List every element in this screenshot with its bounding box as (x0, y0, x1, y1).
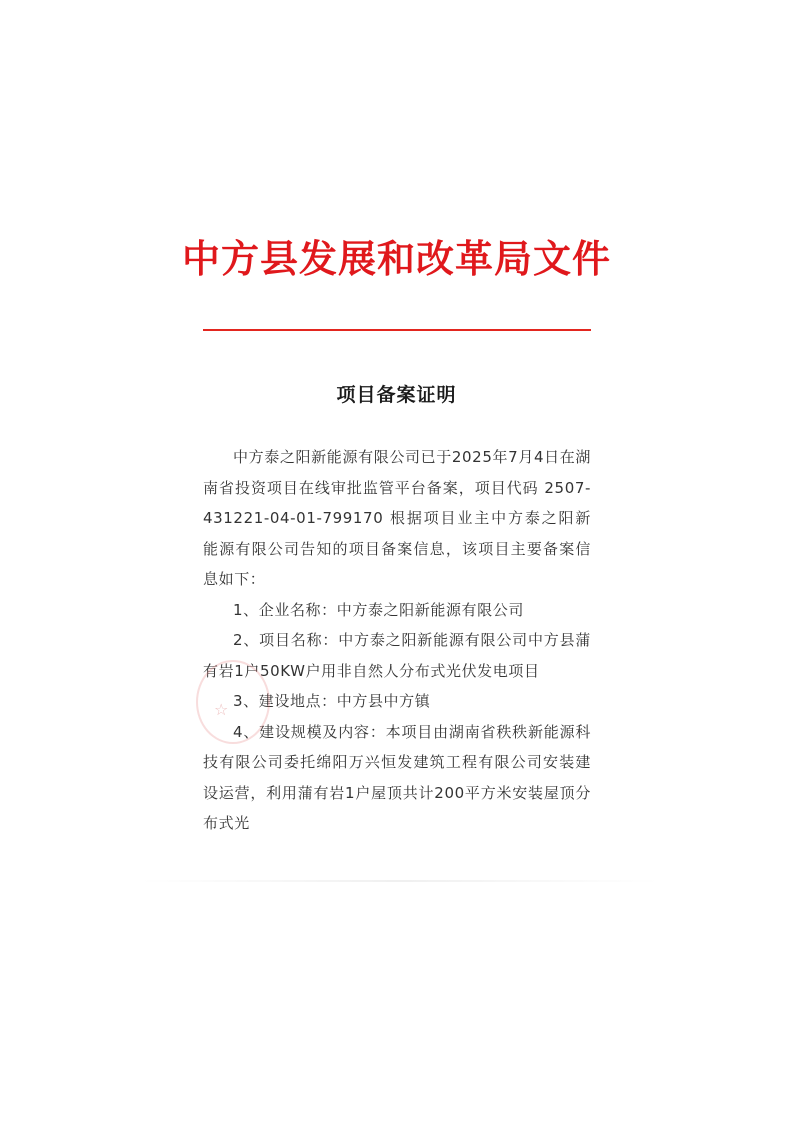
item-company-name: 1、企业名称：中方泰之阳新能源有限公司 (233, 600, 524, 619)
issuing-authority-header: 中方县发展和改革局文件 (181, 236, 611, 281)
faded-seal-stamp (196, 660, 270, 744)
item-construction-site: 3、建设地点：中方县中方镇 (233, 692, 431, 710)
document-body (203, 442, 591, 839)
page-bottom-fade (140, 880, 660, 882)
document-title: 项目备案证明 (336, 384, 457, 406)
red-separator-line (203, 329, 591, 331)
item-project-name: 2、项目名称：中方泰之阳新能源有限公司中方县蒲有岩1户50KW户用非自然人分布式光伏发电项目 (203, 631, 591, 680)
item-scale-and-content: 4、建设规模及内容：本项目由湖南省秩秩新能源科技有限公司委托绵阳万兴恒发建筑工程有限公司安装建设运营，利用蒲有岩1户屋顶共计200平方米安装屋顶分布式光 (203, 722, 591, 832)
intro-paragraph: 中方泰之阳新能源有限公司已于2025年7月4日在湖南省投资项目在线审批监管平台备案，项目代码 2507-431221-04-01-799170 根据项目业主中方泰之阳新能源有限公司告知的项目备案信息，该项目主要备案信息如下： (203, 448, 591, 588)
seal-star-icon: ☆ (214, 700, 229, 719)
